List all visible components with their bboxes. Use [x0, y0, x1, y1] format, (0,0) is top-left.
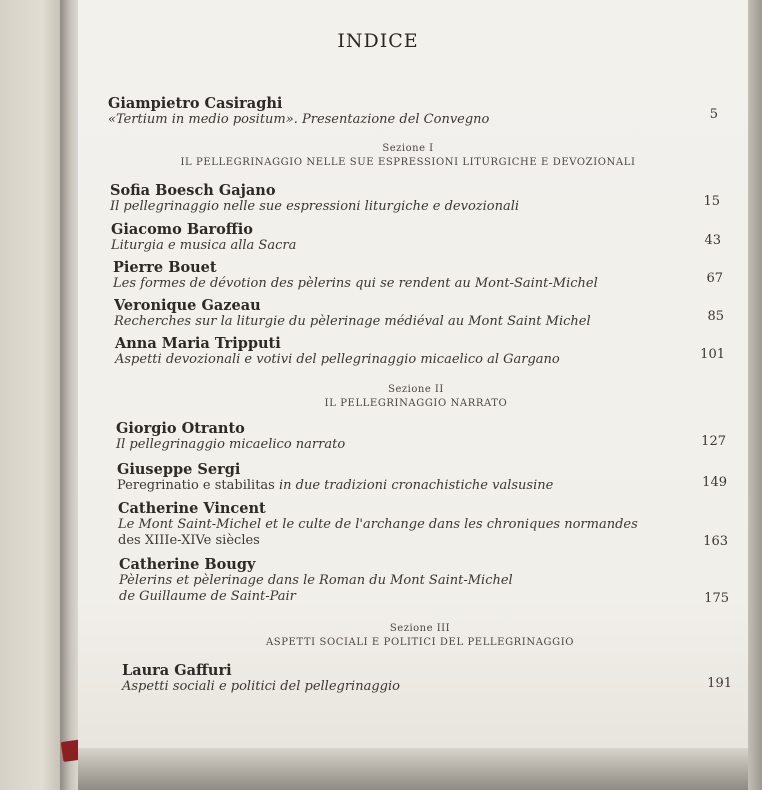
entry-title: [118, 517, 638, 549]
section-title: ASPETTI SOCIALI E POLITICI DEL PELLEGRINAGGIO: [265, 637, 575, 648]
section-number: Sezione II: [388, 384, 444, 395]
entry-title-line2: des XIIIe-XIVe siècles: [118, 533, 260, 548]
entry-author: Giacomo Baroffio: [111, 221, 253, 238]
entry-author: Giorgio Otranto: [116, 420, 245, 437]
page-edge-right: [746, 0, 762, 790]
entry-page: 191: [707, 676, 732, 691]
entry-page: 85: [707, 309, 724, 324]
entry-author: Giampietro Casiraghi: [108, 95, 283, 112]
entry-title: Les formes de dévotion des pèlerins qui se rendent au Mont-Saint-Michel: [113, 276, 598, 291]
section-heading: [108, 143, 708, 168]
entry-page: 43: [704, 233, 721, 248]
entry-page: 15: [703, 194, 720, 209]
entry-page: 5: [709, 107, 718, 122]
entry-title-line1: Pèlerins et pèlerinage dans le Roman du Mont Saint-Michel: [119, 573, 513, 588]
entry-author: Veronique Gazeau: [114, 297, 261, 314]
entry-title: Il pellegrinaggio nelle sue espressioni liturgiche e devozionali: [110, 199, 520, 214]
section-number: Sezione III: [389, 623, 451, 634]
section-title: IL PELLEGRINAGGIO NARRATO: [324, 398, 508, 409]
section-heading: [120, 623, 720, 648]
section-title: IL PELLEGRINAGGIO NELLE SUE ESPRESSIONI LITURGICHE E DEVOZIONALI: [180, 157, 636, 168]
entry-title: «Tertium in medio positum». Presentazione del Convegno: [108, 112, 490, 127]
entry-title: Aspetti sociali e politici del pellegrinaggio: [122, 679, 400, 694]
entry-title: Il pellegrinaggio micaelico narrato: [116, 437, 346, 452]
page-edge-bottom: [78, 746, 748, 790]
entry-title: [117, 478, 617, 494]
entry-page: 149: [702, 475, 727, 490]
entry-author: Anna Maria Tripputi: [115, 335, 281, 352]
page-title: INDICE: [337, 30, 419, 52]
entry-title: [119, 573, 619, 605]
entry-page: 175: [704, 591, 729, 606]
index-page: [78, 0, 748, 748]
entry-title: Recherches sur la liturgie du pèlerinage médiéval au Mont Saint Michel: [114, 314, 591, 329]
entry-author: Laura Gaffuri: [122, 662, 232, 679]
entry-title-line1: Le Mont Saint-Michel et le culte de l'archange dans les chroniques normandes: [118, 517, 638, 532]
entry-page: 163: [703, 534, 728, 549]
entry-author: Giuseppe Sergi: [117, 461, 241, 478]
section-heading: [116, 384, 716, 409]
entry-title-italic: in due tradizioni cronachistiche valsusine: [274, 478, 554, 493]
entry-author: Pierre Bouet: [113, 259, 217, 276]
entry-page: 67: [706, 271, 723, 286]
entry-author: Catherine Bougy: [119, 556, 256, 573]
entry-title: Aspetti devozionali e votivi del pellegrinaggio micaelico al Gargano: [115, 352, 560, 367]
entry-title-line2: de Guillaume de Saint-Pair: [119, 589, 296, 604]
entry-author: Sofia Boesch Gajano: [110, 182, 276, 199]
entry-page: 101: [700, 347, 725, 362]
section-number: Sezione I: [382, 143, 434, 154]
entry-title-roman: Peregrinatio e stabilitas: [117, 478, 275, 493]
entry-page: 127: [701, 434, 726, 449]
entry-title: Liturgia e musica alla Sacra: [111, 238, 297, 253]
entry-author: Catherine Vincent: [118, 500, 266, 517]
